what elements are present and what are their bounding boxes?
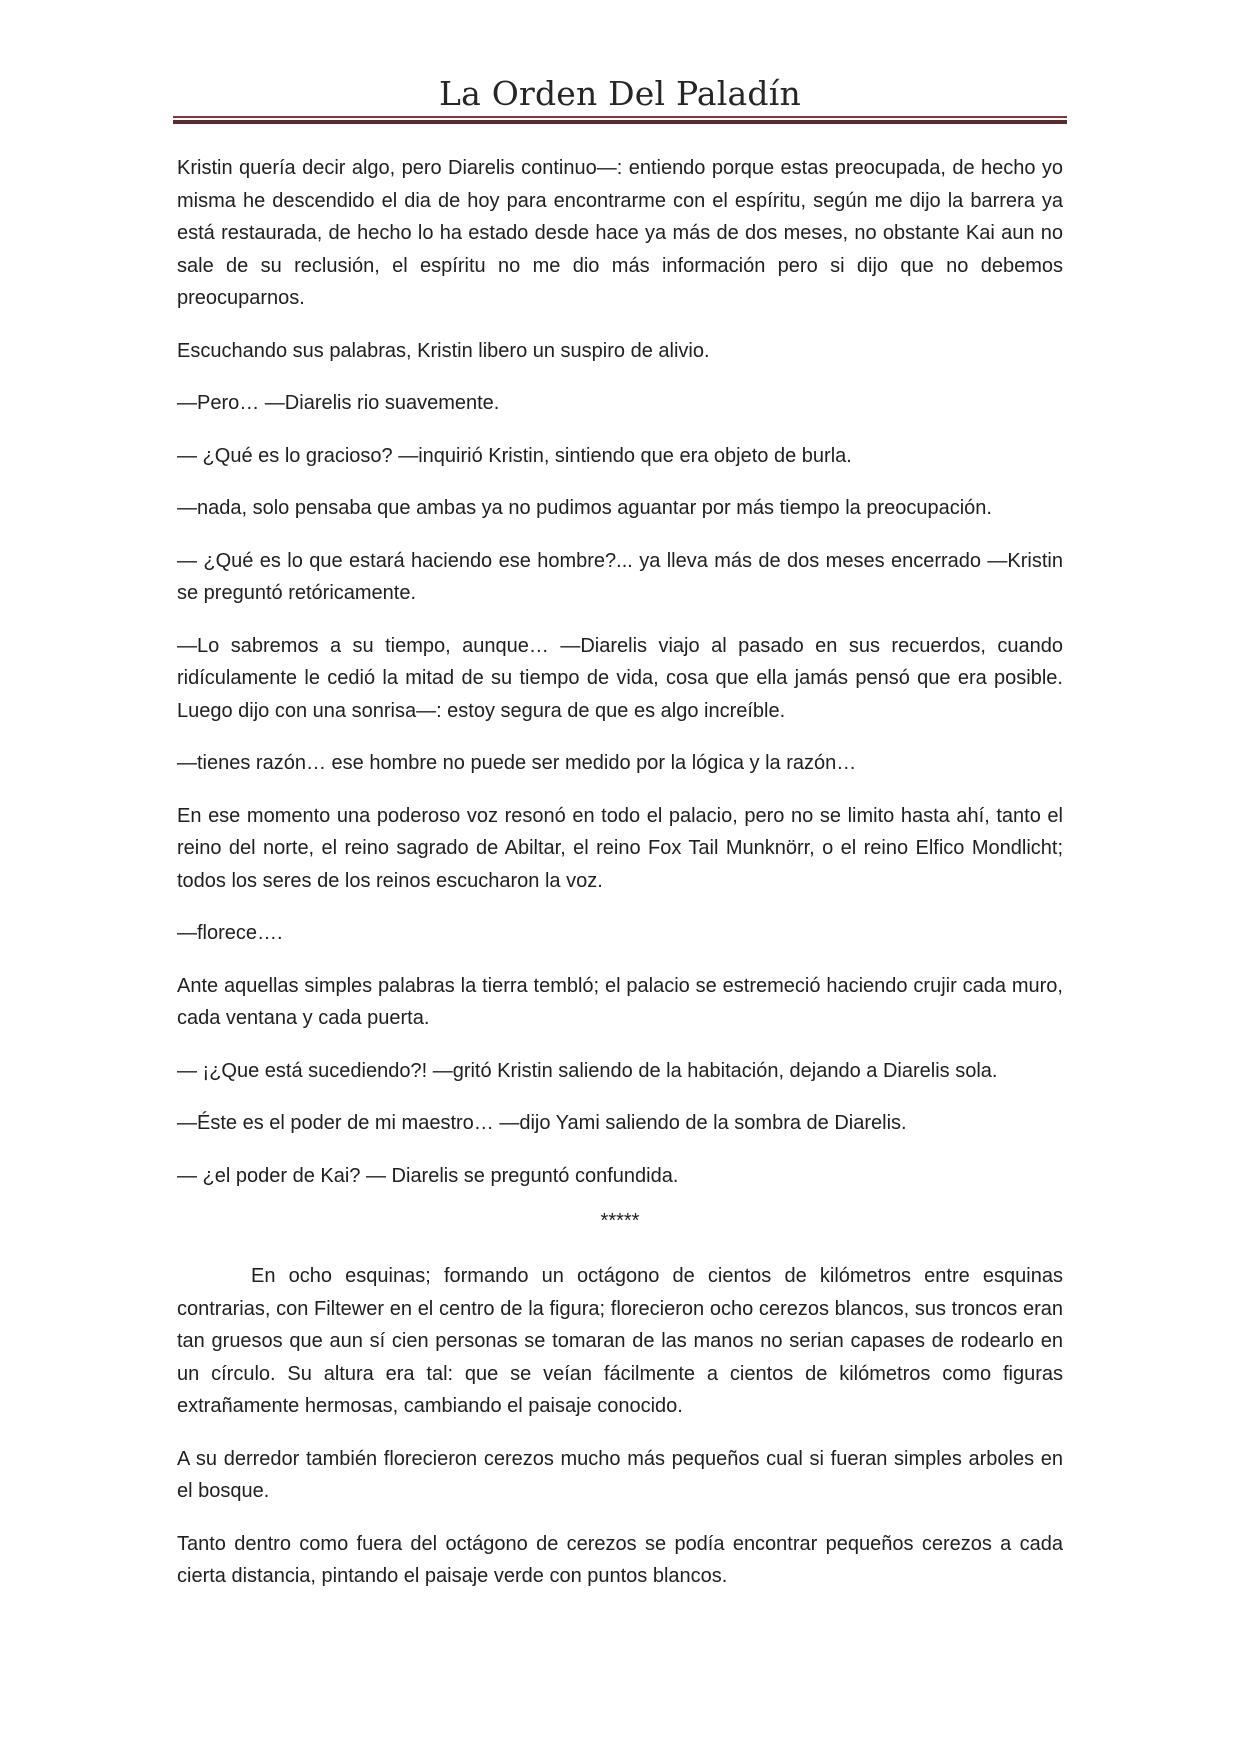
book-title: La Orden Del Paladín xyxy=(439,74,801,113)
paragraph: En ocho esquinas; formando un octágono de cientos de kilómetros entre esquinas contrarias, con Filtewer en el centro de la figura; florecieron ocho cerezos blancos, sus troncos eran tan gruesos que aun sí cien personas se tomaran de las manos no serian capases de rodearlo en un círculo. Su altura era tal: que se veían fácilmente a cientos de kilómetros como figuras extrañamente hermosas, cambiando el paisaje conocido. xyxy=(177,1265,1063,1417)
paragraph: — ¿Qué es lo que estará haciendo ese hombre?... ya lleva más de dos meses encerrado —Kristin se preguntó retóricamente. xyxy=(177,549,1063,604)
page-header xyxy=(173,70,1067,118)
paragraph: Escuchando sus palabras, Kristin libero un suspiro de alivio. xyxy=(177,339,710,362)
scene-separator: ***** xyxy=(600,1210,640,1232)
paragraph: En ese momento una poderoso voz resonó en todo el palacio, pero no se limito hasta ahí, tanto el reino del norte, el reino sagrado de Abiltar, el reino Fox Tail Munknörr, o el reino Elfico Mondlicht; todos los seres de los reinos escucharon la voz. xyxy=(177,804,1063,892)
body-text xyxy=(177,152,1063,1613)
header-rule-thin xyxy=(173,116,1067,118)
paragraph: —nada, solo pensaba que ambas ya no pudimos aguantar por más tiempo la preocupación. xyxy=(177,497,992,519)
paragraph: — ¿Qué es lo gracioso? —inquirió Kristin, sintiendo que era objeto de burla. xyxy=(177,444,852,467)
paragraph: —tienes razón… ese hombre no puede ser medido por la lógica y la razón… xyxy=(177,752,857,774)
paragraph: Ante aquellas simples palabras la tierra tembló; el palacio se estremeció haciendo crujir cada muro, cada ventana y cada puerta. xyxy=(177,974,1063,1029)
paragraph: —Lo sabremos a su tiempo, aunque… —Diarelis viajo al pasado en sus recuerdos, cuando ridículamente le cedió la mitad de su tiempo de vida, cosa que ella jamás pensó que era posible. Luego dijo con una sonrisa—: estoy segura de que es algo increíble. xyxy=(177,634,1063,722)
paragraph: —Pero… —Diarelis rio suavemente. xyxy=(177,392,500,414)
paragraph: Kristin quería decir algo, pero Diarelis continuo—: entiendo porque estas preocupada, de hecho yo misma he descendido el dia de hoy para encontrarme con el espíritu, según me dijo la barrera ya está restaurada, de hecho lo ha estado desde hace ya más de dos meses, no obstante Kai aun no sale de su reclusión, el espíritu no me dio más información pero si dijo que no debemos preocuparnos. xyxy=(177,157,1063,309)
paragraph: — ¡¿Que está sucediendo?! —gritó Kristin saliendo de la habitación, dejando a Diarelis sola. xyxy=(177,1059,998,1082)
paragraph: Tanto dentro como fuera del octágono de cerezos se podía encontrar pequeños cerezos a cada cierta distancia, pintando el paisaje verde con puntos blancos. xyxy=(177,1532,1063,1587)
paragraph: A su derredor también florecieron cerezos mucho más pequeños cual si fueran simples arboles en el bosque. xyxy=(177,1447,1063,1502)
paragraph: —Éste es el poder de mi maestro… —dijo Yami saliendo de la sombra de Diarelis. xyxy=(177,1112,907,1134)
paragraph: —florece…. xyxy=(177,922,283,944)
paragraph: — ¿el poder de Kai? — Diarelis se preguntó confundida. xyxy=(177,1164,679,1187)
header-rule-thick xyxy=(173,120,1067,124)
